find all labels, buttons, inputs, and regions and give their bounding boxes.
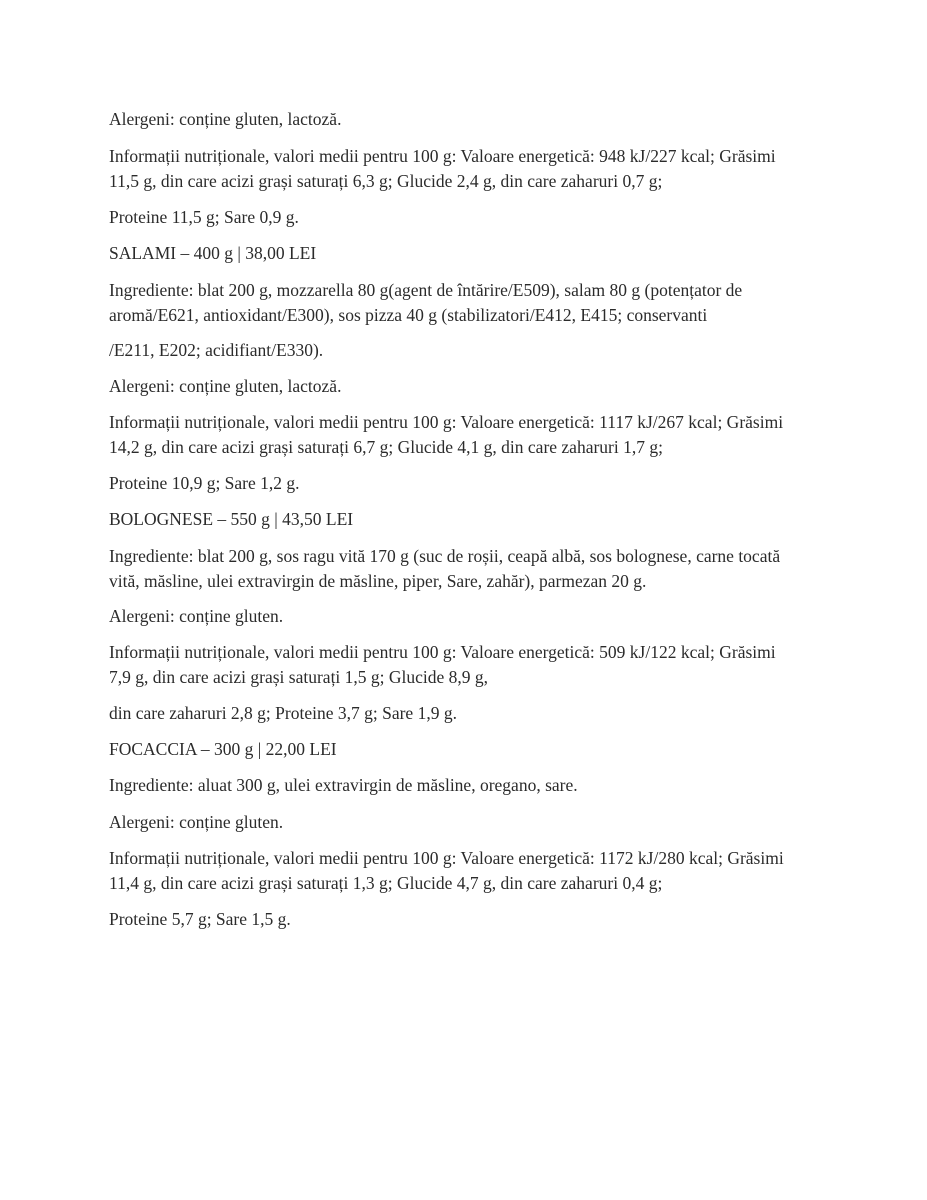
nutrition-continued-paragraph: Proteine 11,5 g; Sare 0,9 g. [109,207,299,227]
nutrition-paragraph: Informații nutriționale, valori medii pentru 100 g: Valoare energetică: 509 kJ/122 kcal; Grăsimi 7,9 g, din care acizi grași saturați 1,5 g; Glucide 8,9 g, [109,642,776,687]
ingredients-paragraph: Ingrediente: aluat 300 g, ulei extravirgin de măsline, oregano, sare. [109,775,578,795]
ingredients-paragraph: Ingrediente: blat 200 g, sos ragu vită 170 g (suc de roșii, ceapă albă, sos bolognese, carne tocată vită, măsline, ulei extravirgin de măsline, piper, Sare, zahăr), parmezan 20 g. [109,546,781,591]
product-heading-focaccia: FOCACCIA – 300 g | 22,00 LEI [109,739,337,759]
nutrition-paragraph: Informații nutriționale, valori medii pentru 100 g: Valoare energetică: 948 kJ/227 kcal; Grăsimi 11,5 g, din care acizi grași saturați 6,3 g; Glucide 2,4 g, din care zaharuri 0,7 g; [109,146,776,191]
nutrition-continued-paragraph: Proteine 5,7 g; Sare 1,5 g. [109,909,291,929]
allergens-paragraph: Alergeni: conține gluten, lactoză. [109,376,342,396]
nutrition-paragraph: Informații nutriționale, valori medii pentru 100 g: Valoare energetică: 1172 kJ/280 kcal; Grăsimi 11,4 g, din care acizi grași saturați 1,3 g; Glucide 4,7 g, din care zaharuri 0,4 g; [109,848,784,893]
allergens-paragraph: Alergeni: conține gluten. [109,812,284,832]
nutrition-continued-paragraph: din care zaharuri 2,8 g; Proteine 3,7 g; Sare 1,9 g. [109,703,457,723]
allergens-paragraph: Alergeni: conține gluten. [109,606,284,626]
ingredients-continued-paragraph: /E211, E202; acidifiant/E330). [109,340,324,360]
ingredients-paragraph: Ingrediente: blat 200 g, mozzarella 80 g(agent de întărire/E509), salam 80 g (potențator de aromă/E621, antioxidant/E300), sos pizza 40 g (stabilizatori/E412, E415; conservanti [109,280,743,325]
nutrition-continued-paragraph: Proteine 10,9 g; Sare 1,2 g. [109,473,300,493]
product-heading-bolognese: BOLOGNESE – 550 g | 43,50 LEI [109,509,354,529]
allergens-paragraph: Alergeni: conține gluten, lactoză. [109,109,342,129]
product-heading-salami: SALAMI – 400 g | 38,00 LEI [109,243,317,263]
nutrition-paragraph: Informații nutriționale, valori medii pentru 100 g: Valoare energetică: 1117 kJ/267 kcal; Grăsimi 14,2 g, din care acizi grași saturați 6,7 g; Glucide 4,1 g, din care zaharuri 1,7 g; [109,412,784,457]
